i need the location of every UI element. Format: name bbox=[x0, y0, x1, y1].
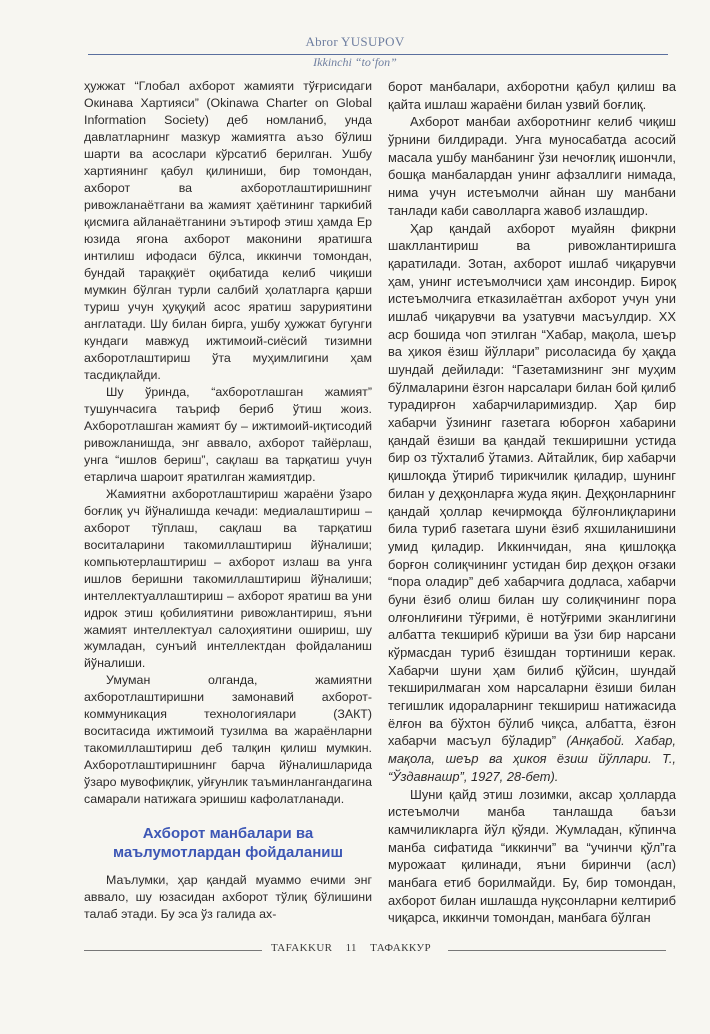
footer-rule-left bbox=[84, 950, 262, 951]
paragraph: ҳужжат “Глобал ахборот жамияти тўғрисидаги Окинава Хартияси” (Okinawa Charter on Global Information Society) деб номланиб, унда давлатларнинг мазкур жамиятга аъзо бўлиш шарти ва асослари кўрсатиб берилган. Ушбу хартиянинг қабул қилиниши, бир томондан, ахборот ва ахборотлаштиришнинг ривожланаётгани ва жамият ҳаётининг таркибий қисмига айланаётганини эътироф этиш ҳамда Ер юзида ягона ахборот маконини яратишга интилиш ифодаси бўлса, иккинчи томондан, бундай тараққиёт оқибатида келиб чиқиши мумкин бўлган турли салбий ҳолатларга қарши туриш учун ҳуқуқий асос яратиш заруриятини англатади. Шу билан бирга, ушбу ҳужжат бугунги кундаги мавжуд ижтимоий-сиёсий тизимни ахборотлаштириш ўта муҳимлигини ҳам тасдиқлайди. bbox=[84, 79, 372, 382]
section-heading-line: маълумотлардан фойдаланиш bbox=[112, 844, 344, 862]
section-heading-line: Ахборот манбалари ва bbox=[142, 825, 314, 843]
footer-magazine-latin: TAFAKKUR bbox=[271, 942, 333, 954]
page-number: 11 bbox=[345, 942, 357, 954]
paragraph: Шуни қайд этиш лозимки, аксар ҳолларда истеъмолчи манба танлашда баъзи камчиликларга йўл қўяди. Жумладан, кўпинча манба сифатида “иккинчи” ва “учинчи қўл”га мурожаат қилинади, яъни биринчи (асл) манбага етиб борилмайди. Бу, бир томондан, ахборот билан ишлашда нуқсонларни келтириб чиқарса, иккинчи томондан, манбага бўлган bbox=[388, 786, 676, 926]
footer-rule-right bbox=[448, 950, 666, 951]
header-rule bbox=[88, 54, 668, 55]
paragraph: борот манбалари, ахборотни қабул қилиш ва қайта ишлаш жараёни билан узвий боғлиқ. bbox=[388, 79, 676, 112]
paragraph: Ахборот манбаи ахборотнинг келиб чиқиш ўрнини билдиради. Унга муносабатда асосий масала ушбу манбанинг ўзи нечоғлиқ ишончли, бошқа манбалардан унинг афзаллиги нимада, нима учун истеъмолчи айнан шу манбани танлади каби саволларга жавоб излашдир. bbox=[388, 114, 676, 218]
quote-text: Ҳар қандай ахборот муайян фикрни шакллантириш ва ривожлантиришга қаратилади. Зотан, ахборот ишлаб чиқарувчи ҳам, унинг истеъмолчиси ҳам инсондир. Бироқ истеъмолчига етказилаётган ахборот учун уни ишлаб чиқарувчи ва узатувчи масъулдир. XX аср бошида чоп этилган “Хабар, мақола, шеър ва ҳикоя ёзиш йўллари” рисоласида бу ҳақда шундай дейилади: “Газетамизнинг энг муҳим бўлмаларини ёзгон нарсалари билан бой қилиб турадирғон хабарчиларимиздир. Ҳар бир хабарчи ўзининг газетага юборғон хабарини қандай ёзиши ва қандай текширишни устида бир оз тўхталиб ўтамиз. Айтайлик, бир хабарчи қишлоқда ўтириб тирикчилик қиладир, шунинг билан у деҳқонларға жуда яқин. Деҳқонларнинг қандай ҳоллар кечирмоқда бўлғонлиқларини била туриб газетага шуни ёзиб яхшиланишини умид қиладир. Иккинчидан, яна қишлоққа борғон солиқчининг устидан бир деҳқон оғзаки “пора оладир” деб хабарчига додласа, хабарчи буни ёзиб олиш билан шу солиқчининг пора олғонлиғини тўғрими, ё нотўғрими эканлигини албатта текшириб кўриши ва ўзи бир нарсани кўрмасдан туриб ёзишдан тортиниши керак. Хабарчи шуни ҳам билиб қўйсин, шундай текширилмаган хом нарсаларни ёзиши билан тегишлик идораларнинг текшириш натижасида ёлғон ва бўхтон бўлиб чиқса, албатта, ёзғон хабарчи масъул бўладир” bbox=[388, 220, 676, 749]
author-name: Abror YUSUPOV bbox=[305, 34, 405, 49]
running-header bbox=[0, 34, 710, 69]
section-heading bbox=[84, 824, 372, 862]
page-footer bbox=[0, 942, 710, 962]
right-column bbox=[388, 78, 676, 927]
article-subtitle: Ikkinchi “to‘fon” bbox=[313, 55, 397, 69]
paragraph: Шу ўринда, “ахборотлашган жамият” тушунчасига таъриф бериб ўтиш жоиз. Ахборотлашган жамият бу – ижтимоий-иқтисодий ривожланишда, энг аввало, ахборот тайёрлаш, унга “ишлов бериш”, сақлаш ва тарқатиш учун етарлича шароит яратилган жамиятдир. bbox=[84, 384, 372, 484]
paragraph: Умуман олганда, жамиятни ахборотлаштиришни замонавий ахборот-коммуникация технологиялари (ЗАКТ) воситасида ижтимоий тузилма ва жараёнларни такомиллаштириш деб талқин қилиш мумкин. Ахборотлаштиришнинг барча йўналишларида ўзаро мувофиқлик, уйғунлик таъминлангандагина самарали натижага эришиш кафолатланади. bbox=[84, 673, 372, 807]
footer-magazine-cyrillic: ТАФАККУР bbox=[370, 942, 432, 954]
footer-text bbox=[266, 942, 436, 954]
paragraph: Маълумки, ҳар қандай муаммо ечими энг аввало, шу юзасидан ахборот тўлиқ бўлишини талаб этади. Бу эса ўз галида ах- bbox=[84, 873, 372, 922]
left-column bbox=[84, 78, 372, 923]
paragraph bbox=[388, 220, 676, 786]
citation: (Анқабой. Хабар, мақола, шеър ва ҳикоя ёзиш йўллари. Т., “Ўздавнашр”, 1927, 28-бет). bbox=[388, 733, 676, 784]
paragraph: Жамиятни ахборотлаштириш жараёни ўзаро боғлиқ уч йўналишда кечади: медиалаштириш – ахборот тўплаш, сақлаш ва тарқатиш воситаларини такомиллаштириш йўналиши; компьютерлаштириш – ахборот излаш ва унга ишлов беришни такомиллаштириш йўналиши; интеллектуаллаштириш – ахборот яратиш ва уни идрок этиш қобилиятини ривожлантириш, яъни жамият интеллектуал салоҳиятини ошириш, шу жумладан, сунъий интеллектдан фойдаланиш йўналиши. bbox=[84, 486, 372, 671]
